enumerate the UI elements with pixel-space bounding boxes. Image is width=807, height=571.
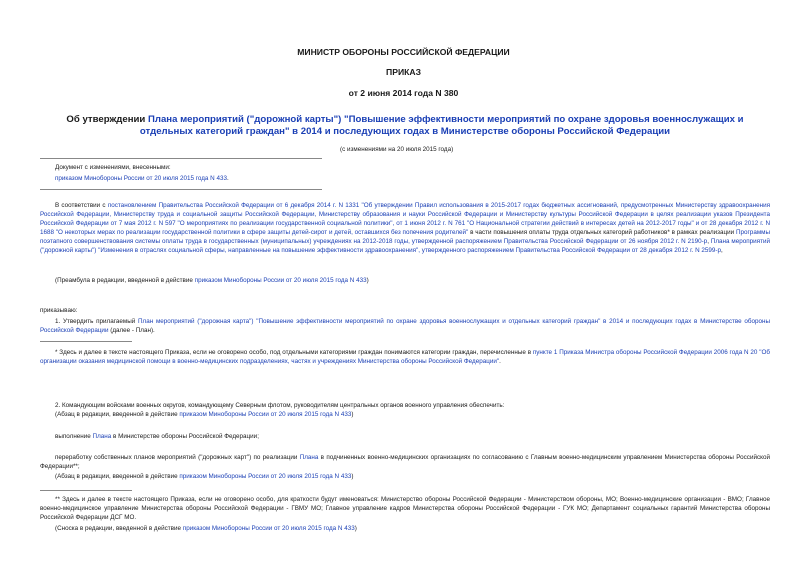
title-plan-link[interactable]: Плана мероприятий ("дорожной карты") "Повышение эффективности мероприятий по охране здоровья военнослужащих и отдельных категорий граждан" в 2014 и последующих годах в Министерстве обороны Российской Федерации (139, 114, 744, 137)
processing-plan-link[interactable]: Плана (299, 454, 319, 461)
item-1-plan-link[interactable]: План мероприятий ("дорожная карта") "Повышение эффективности мероприятий по охране здоровья военнослужащих и отдельных категорий граждан" в 2014 и последующих годах в Министерстве обороны Российской Федерации (40, 318, 771, 334)
processing-edit-suffix: ) (351, 473, 354, 480)
item-2-edit-link[interactable]: приказом Минобороны России от 20 июля 2015 года N 433 (179, 411, 352, 418)
preamble-edit-link[interactable]: приказом Минобороны России от 20 июля 2015 года N 433 (194, 277, 367, 284)
footnote-1-order-link[interactable]: пункте 1 Приказа Министра обороны Российской Федерации 2006 года N 20 "Об организации оказания медицинской помощи в военно-медицинских подразделениях, частях и учреждениях Министерства обороны Российской Федерации" (40, 349, 770, 365)
changes-note: (с изменениями на 20 июля 2015 года) (340, 146, 454, 153)
preamble-decree-link[interactable]: постановлением Правительства Российской Федерации от 6 декабря 2014 г. N 1331 "Об утверждении Правил использования в 2015-2017 годах бюджетных ассигнований, предусмотренных Министерству здравоохранения Российской Федерации, Министерству труда и социальной защиты Российской Федерации, Министерству образования и науки Российской Федерации и Министерству культуры Российской Федерации в целях реализации указов Президента Российской Федерации от 7 мая 2012 г. N 597 "О мероприятиях по реализации государственной социальной политики", от 1 июня 2012 г. N 761 "О Национальной стратегии действий в интересах детей на 2012-2017 годы" и от 28 декабря 2012 г. N 1688 "О некоторых мерах по реализации государственной политики в сфере защиты детей-сирот и детей, оставшихся без попечения родителей" (40, 202, 770, 236)
footnote-2-edit-note (55, 525, 357, 534)
item-1-paragraph (40, 318, 770, 336)
processing-text-2: в подчиненных военно-медицинских организациях по согласованию с Главным военно-медицинским управлением Министерства обороны Российской Федерации**; (40, 454, 770, 470)
preamble-program-link[interactable]: Программы поэтапного совершенствования системы оплаты труда в государственных (муниципальных) учреждениях на 2012-2018 годы, утвержденной распоряжением Правительства Российской Федерации от 26 ноября 2012 г. N 2190-р (40, 228, 770, 245)
order-word: приказываю: (40, 307, 78, 314)
preamble-text-1: В соответствии с (55, 202, 108, 209)
preamble-text-3: , (707, 237, 711, 245)
execution-text-1: выполнение (55, 433, 93, 440)
execution-paragraph (55, 433, 259, 442)
preamble-text-2: в части повышения оплаты труда отдельных категорий работников* в рамках реализации (468, 228, 736, 236)
processing-text-1: переработку собственных планов мероприятий ("дорожных карт") по реализации (55, 454, 300, 461)
item-2-edit-suffix: ) (351, 411, 354, 418)
footnote-1-rule (40, 341, 132, 342)
footnote-2-edit-link[interactable]: приказом Минобороны России от 20 июля 2015 года N 433 (182, 525, 355, 532)
processing-edit-note (55, 473, 353, 482)
preamble-edit-suffix: ) (366, 277, 369, 284)
amend-box-line2 (55, 175, 229, 184)
footnote-1-text-1: * Здесь и далее в тексте настоящего Приказа, если не оговорено особо, под отдельными категориями граждан понимаются категории граждан, перечисленные в (55, 349, 533, 356)
footnote-2-edit-suffix: ) (354, 525, 357, 532)
item-2-edit-prefix: (Абзац в редакции, введенной в действие (55, 411, 180, 418)
amend-box-bottom-rule (40, 189, 322, 190)
amend-box-line1: Документ с изменениями, внесенными: (55, 164, 171, 171)
doc-type-heading: ПРИКАЗ (386, 67, 421, 77)
preamble-roadmap-link[interactable]: Плана мероприятий ("дорожной карты") "Изменения в отраслях социальной сферы, направленные на повышение эффективности здравоохранения", утвержденного распоряжением Правительства Российской Федерации от 28 декабря 2012 г. N 2599-р (40, 237, 770, 254)
footnote-1-text-2: . (499, 357, 501, 365)
preamble-edit-note (55, 277, 369, 286)
doc-date-number: от 2 июня 2014 года N 380 (348, 88, 459, 98)
amend-order-link[interactable]: приказом Минобороны России от 20 июля 2015 года N 433 (55, 175, 227, 182)
item-2-text: 2. Командующим войсками военных округов, командующему Северным флотом, руководителям центральных органов военного управления обеспечить: (55, 402, 505, 409)
execution-plan-link[interactable]: Плана (92, 433, 112, 440)
ministry-heading: МИНИСТР ОБОРОНЫ РОССИЙСКОЙ ФЕДЕРАЦИИ (297, 47, 510, 57)
document-title (40, 114, 770, 138)
amend-box-top-rule (40, 158, 322, 159)
amend-box-end: . (226, 175, 229, 182)
preamble-edit-prefix: (Преамбула в редакции, введенной в действие (55, 277, 195, 284)
item-1-text-2: (далее - План). (108, 326, 155, 334)
processing-paragraph (40, 454, 770, 472)
footnote-2-rule (40, 490, 132, 491)
title-prefix: Об утверждении (66, 114, 148, 125)
preamble-paragraph (40, 202, 770, 255)
preamble-text-4: , (721, 246, 723, 254)
footnote-1 (40, 349, 770, 367)
footnote-2-text: ** Здесь и далее в тексте настоящего Приказа, если не оговорено особо, для краткости будут именоваться: Министерство обороны Российской Федерации - Министерством обороны, МО; Военно-медицинские организации - ВМО; Главное военно-медицинское управление Министерства обороны Российской Федерации - ГВМУ МО; Главное управление кадров Министерства обороны Российской Федерации - ГУК МО; Департамент социальных гарантий Министерства обороны Российской Федерации ДСГ МО. (40, 496, 770, 521)
footnote-2-edit-prefix: (Сноска в редакции, введенной в действие (55, 525, 183, 532)
item-2-edit-note (55, 411, 353, 420)
processing-edit-prefix: (Абзац в редакции, введенной в действие (55, 473, 180, 480)
processing-edit-link[interactable]: приказом Минобороны России от 20 июля 2015 года N 433 (179, 473, 352, 480)
item-1-text-1: 1. Утвердить прилагаемый (55, 318, 139, 325)
execution-text-2: в Министерстве обороны Российской Федерации; (111, 433, 259, 440)
